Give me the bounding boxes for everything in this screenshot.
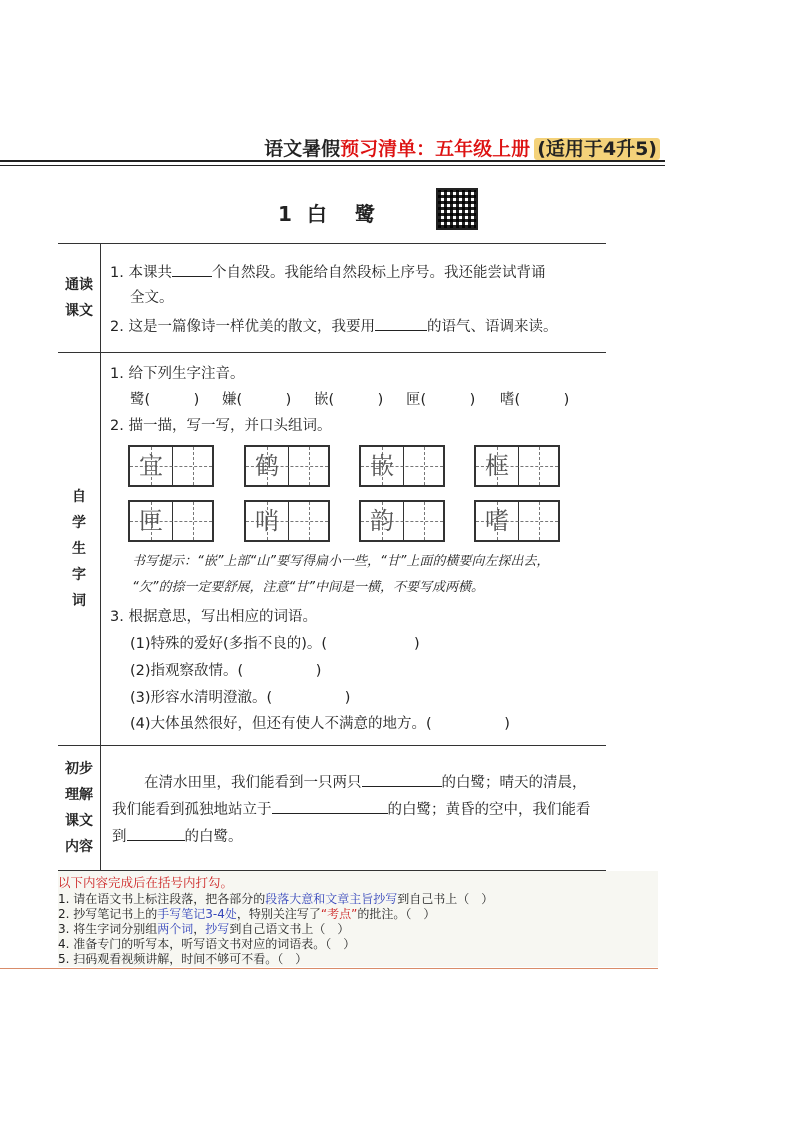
table-rule-2 [58, 745, 606, 746]
task-item-3[interactable] [58, 922, 349, 936]
writing-box[interactable] [128, 500, 214, 542]
writing-box-char: 嗜 [485, 507, 509, 535]
understand-blank-3[interactable] [127, 826, 185, 841]
self-study-q2: 2. 描一描，写一写，并口头组词。 [110, 418, 332, 434]
task-item-4[interactable]: 4. 准备专门的听写本，听写语文书对应的词语表。（ ） [58, 937, 356, 951]
task-3-a: 3. 将生字词分别组 [58, 922, 158, 936]
task-item-5[interactable]: 5. 扫码观看视频讲解，时间不够可不看。（ ） [58, 952, 308, 966]
read-q2-b: 的语气、语调来读。 [426, 319, 558, 335]
writing-box-char: 框 [485, 452, 509, 480]
self-study-label-3: 字 [72, 567, 86, 583]
read-q1-blank[interactable] [172, 262, 212, 277]
header-rule-thin [0, 165, 665, 166]
writing-box[interactable] [359, 445, 445, 487]
understand-line-1-a: 在清水田里，我们能看到一只两只 [144, 775, 362, 791]
understand-line-3-b: 的白鹭。 [184, 829, 243, 845]
q3-item-2[interactable]: (2)指观察敌情。( ) [130, 663, 322, 679]
read-q2-a: 2. 这是一篇像诗一样优美的散文，我要用 [110, 319, 375, 335]
task-2-b: 手写笔记3-4处 [157, 907, 237, 921]
writing-box-char: 宜 [139, 452, 163, 480]
understand-label-3: 内容 [65, 839, 93, 855]
task-heading: 以下内容完成后在括号内打勾。 [58, 875, 234, 890]
q3-item-4[interactable]: (4)大体虽然很好，但还有使人不满意的地方。( ) [130, 716, 510, 732]
self-study-label-2: 生 [72, 541, 86, 557]
understand-line-1-b: 的白鹭；晴天的清晨， [441, 775, 587, 791]
self-study-label-4: 词 [72, 593, 86, 609]
pinyin-item-0[interactable]: 鹭( ) [130, 392, 200, 408]
understand-line-2 [112, 799, 591, 820]
pinyin-item-3[interactable]: 匣( ) [406, 392, 476, 408]
task-item-2[interactable] [58, 907, 435, 921]
header-title [264, 134, 660, 161]
task-3-c: ， [193, 922, 206, 936]
self-study-q3: 3. 根据意思，写出相应的词语。 [110, 609, 317, 625]
understand-line-3 [112, 826, 243, 847]
writing-box[interactable] [474, 445, 560, 487]
understand-line-2-b: 的白鹭；黄昏的空中，我们能看 [387, 802, 591, 818]
pinyin-item-4[interactable]: 嗜( ) [500, 392, 570, 408]
read-q1-b: 个自然段。我能给自然段标上序号。我还能尝试背诵 [211, 265, 546, 281]
task-1-b: 段落大意和文章主旨抄写 [265, 892, 398, 906]
read-q1-a: 1. 本课共 [110, 265, 172, 281]
writing-box[interactable] [359, 500, 445, 542]
task-2-e: 的批注。（ ） [357, 907, 436, 921]
qr-code-icon[interactable] [436, 188, 478, 230]
understand-line-2-a: 我们能看到孤独地站立于 [112, 802, 272, 818]
table-divider [100, 243, 101, 870]
section-label-understand [58, 756, 100, 860]
pinyin-item-1[interactable]: 嫌( ) [222, 392, 292, 408]
understand-blank-2[interactable] [272, 799, 388, 814]
header-title-red: 预习清单：五年级上册 [340, 138, 531, 160]
task-1-c: 到自己书上（ ） [397, 892, 494, 906]
bottom-rule [0, 968, 658, 969]
section-label-read-2: 课文 [65, 303, 93, 319]
understand-blank-1[interactable] [362, 772, 442, 787]
read-q2-blank[interactable] [375, 316, 427, 331]
q3-item-3[interactable]: (3)形容水清明澄澈。( ) [130, 690, 351, 706]
task-2-d: “考点” [320, 907, 358, 921]
task-3-d: 抄写 [205, 922, 230, 936]
pinyin-item-2[interactable]: 嵌( ) [314, 392, 384, 408]
section-label-read-1: 通读 [65, 277, 93, 293]
understand-label-0: 初步 [65, 761, 93, 777]
table-top-rule [58, 243, 606, 244]
task-3-b: 两个词 [157, 922, 194, 936]
writing-box-char: 嵌 [370, 452, 394, 480]
task-item-1[interactable] [58, 892, 493, 906]
section-label-self-study [58, 484, 100, 614]
header-title-bracket: (适用于4升5) [534, 138, 660, 160]
writing-box[interactable] [244, 445, 330, 487]
task-3-e: 到自己语文书上（ ） [229, 922, 350, 936]
task-2-a: 2. 抄写笔记书上的 [58, 907, 158, 921]
understand-line-1 [144, 772, 587, 793]
understand-label-2: 课文 [65, 813, 93, 829]
writing-hint-2: “欠”的捺一定要舒展，注意“甘”中间是一横，不要写成两横。 [132, 580, 484, 595]
read-q1-c: 全文。 [130, 290, 174, 306]
writing-box[interactable] [128, 445, 214, 487]
understand-line-3-a: 到 [112, 829, 127, 845]
task-1-a: 1. 请在语文书上标注段落，把各部分的 [58, 892, 266, 906]
section-label-read [58, 272, 100, 324]
table-rule-1 [58, 352, 606, 353]
header-title-prefix: 语文暑假 [264, 138, 341, 160]
read-q2 [110, 316, 557, 337]
writing-box-char: 匣 [139, 507, 163, 535]
understand-label-1: 理解 [65, 787, 93, 803]
self-study-label-1: 学 [72, 515, 86, 531]
writing-box-char: 鹤 [255, 452, 279, 480]
task-2-c: ，特别关注写了 [236, 907, 321, 921]
writing-box-char: 韵 [370, 507, 394, 535]
writing-box[interactable] [244, 500, 330, 542]
read-q1 [110, 262, 545, 283]
self-study-label-0: 自 [72, 489, 86, 505]
writing-box[interactable] [474, 500, 560, 542]
lesson-title: 1 白 鹭 [278, 202, 379, 226]
self-study-q1: 1. 给下列生字注音。 [110, 366, 245, 382]
q3-item-1[interactable]: (1)特殊的爱好(多指不良的)。( ) [130, 636, 420, 652]
header-rule [0, 160, 665, 162]
writing-hint-1: 书写提示：“嵌”上部“山”要写得扁小一些，“甘”上面的横要向左探出去， [132, 554, 550, 569]
writing-box-char: 哨 [255, 507, 279, 535]
